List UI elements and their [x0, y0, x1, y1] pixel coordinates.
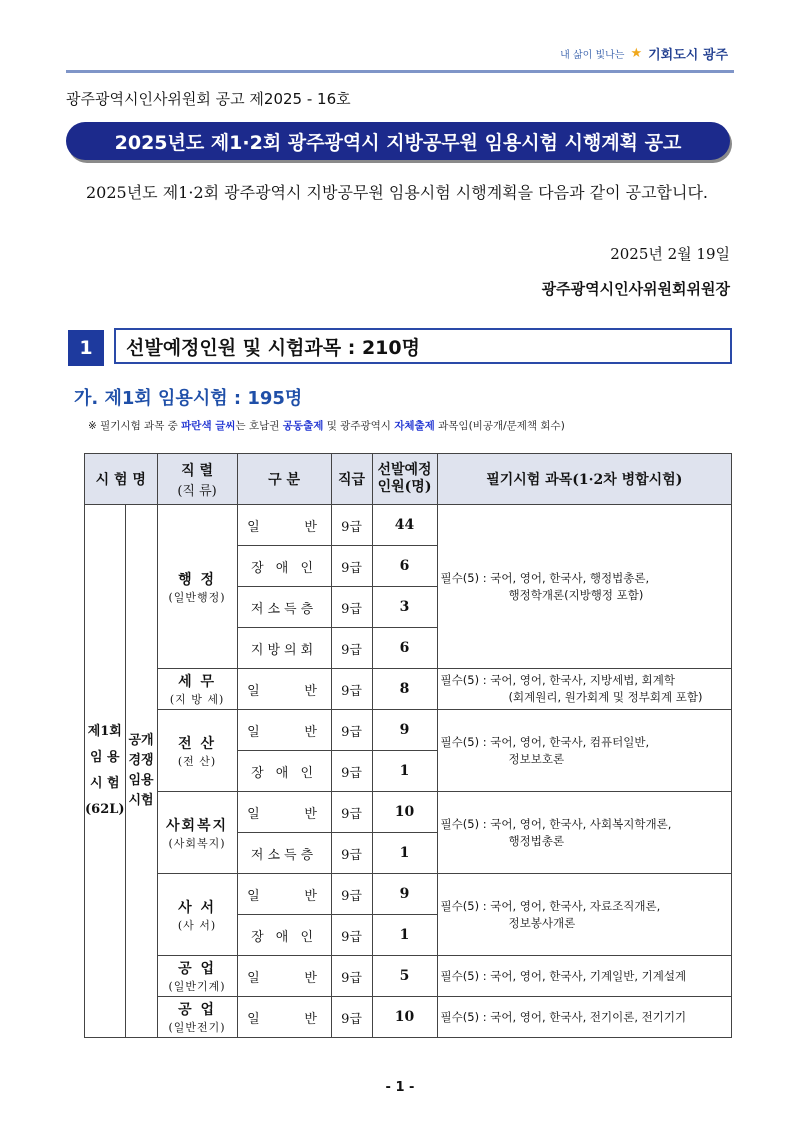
grade-cell: 9급	[331, 710, 372, 751]
count-cell: 10	[372, 792, 437, 833]
category-cell: 일 반	[237, 792, 331, 833]
category-cell: 일 반	[237, 874, 331, 915]
grade-cell: 9급	[331, 833, 372, 874]
subjects-cell	[437, 710, 731, 792]
city-logo	[560, 44, 728, 63]
header-count: 선발예정 인원(명)	[372, 454, 437, 505]
category-cell: 장 애 인	[237, 915, 331, 956]
category-cell: 저소득층	[237, 587, 331, 628]
count-cell: 6	[372, 628, 437, 669]
job-label: 사회복지	[165, 817, 229, 834]
table-row	[85, 874, 732, 915]
subjects-cell	[437, 874, 731, 956]
grade-cell: 9급	[331, 997, 372, 1038]
job-sub-label: (지 방 세)	[169, 693, 225, 706]
job-label: 행 정	[178, 571, 217, 588]
grade-cell: 9급	[331, 874, 372, 915]
section-number: 1	[68, 330, 104, 366]
note-highlight-1: 파란색 글씨	[181, 420, 236, 432]
table-row	[85, 997, 732, 1038]
exam-type-line: 제1회	[87, 724, 122, 739]
subjects-line: 필수(5) : 국어, 영어, 한국사, 전기이론, 전기기기	[440, 1009, 687, 1024]
count-cell: 1	[372, 751, 437, 792]
job-cell	[157, 956, 237, 997]
exam-category-cell	[125, 505, 157, 1038]
job-label: 세 무	[178, 674, 217, 690]
job-cell	[157, 997, 237, 1038]
exam-type-line: 임 용	[89, 750, 120, 765]
count-cell: 6	[372, 546, 437, 587]
header-job-sub: (직 류)	[177, 483, 217, 499]
header-subjects: 필기시험 과목(1·2차 병합시험)	[437, 454, 731, 505]
note-mid-1: 는 호남권	[235, 420, 283, 432]
note-highlight-3: 자체출제	[394, 420, 435, 432]
job-label: 전 산	[178, 735, 217, 752]
job-sub-label: (일반기계)	[168, 980, 226, 993]
note-suffix: 과목임(비공개/문제책 회수)	[434, 420, 565, 432]
notice-number: 광주광역시인사위원회 공고 제2025 - 16호	[66, 90, 351, 108]
note-prefix: ※ 필기시험 과목 중	[88, 420, 182, 432]
category-cell: 장 애 인	[237, 751, 331, 792]
category-cell: 일 반	[237, 956, 331, 997]
job-cell	[157, 669, 237, 710]
grade-cell: 9급	[331, 628, 372, 669]
job-sub-label: (일반전기)	[168, 1021, 226, 1034]
grade-cell: 9급	[331, 669, 372, 710]
subjects-line: 정보봉사개론	[508, 915, 576, 930]
exam-type-line: (62L)	[85, 802, 125, 817]
category-cell: 일 반	[237, 997, 331, 1038]
intro-text: 2025년도 제1·2회 광주광역시 지방공무원 임용시험 시행계획을 다음과 같이 공고합니다.	[86, 183, 708, 202]
job-sub-label: (사회복지)	[168, 836, 226, 850]
subjects-cell	[437, 956, 731, 997]
count-cell: 8	[372, 669, 437, 710]
subject-note	[88, 418, 565, 433]
table-row	[85, 956, 732, 997]
exam-category-line: 공개	[128, 733, 154, 748]
section-title: 선발예정인원 및 시험과목 : 210명	[114, 328, 732, 364]
star-icon: ★	[630, 46, 643, 61]
grade-cell: 9급	[331, 956, 372, 997]
job-cell	[157, 792, 237, 874]
job-label: 공 업	[178, 1002, 217, 1018]
grade-cell: 9급	[331, 587, 372, 628]
job-sub-label: (전 산)	[177, 754, 217, 768]
job-label: 사 서	[178, 899, 217, 916]
category-cell: 지방의회	[237, 628, 331, 669]
subjects-line: 행정법총론	[508, 833, 565, 848]
header-exam-name: 시 험 명	[85, 454, 158, 505]
subjects-line: 필수(5) : 국어, 영어, 한국사, 자료조직개론,	[440, 898, 661, 913]
job-cell	[157, 710, 237, 792]
job-sub-label: (사 서)	[177, 918, 217, 932]
subjects-line: 정보보호론	[508, 751, 565, 766]
count-cell: 1	[372, 833, 437, 874]
document-title: 2025년도 제1·2회 광주광역시 지방공무원 임용시험 시행계획 공고	[66, 122, 730, 160]
exam-category-line: 임용	[128, 773, 154, 788]
subjects-line: (회계원리, 원가회계 및 정부회계 포함)	[508, 690, 703, 704]
header-divider	[66, 70, 734, 73]
category-cell: 장 애 인	[237, 546, 331, 587]
header-job-label: 직 렬	[181, 462, 214, 479]
header-grade: 직급	[331, 454, 372, 505]
subjects-line: 필수(5) : 국어, 영어, 한국사, 사회복지학개론,	[440, 816, 672, 831]
subjects-line: 필수(5) : 국어, 영어, 한국사, 행정법총론,	[440, 570, 650, 585]
page-number: - 1 -	[385, 1080, 415, 1095]
count-cell: 9	[372, 874, 437, 915]
logo-name: 기회도시 광주	[648, 48, 728, 63]
grade-cell: 9급	[331, 546, 372, 587]
exam-type-cell	[85, 505, 126, 1038]
header-job	[157, 454, 237, 505]
subjects-cell	[437, 669, 731, 710]
count-cell: 1	[372, 915, 437, 956]
header-category: 구 분	[237, 454, 331, 505]
category-cell: 일 반	[237, 710, 331, 751]
exam-type-line: 시 험	[89, 776, 120, 791]
notice-date: 2025년 2월 19일	[610, 245, 730, 263]
subjects-line: 필수(5) : 국어, 영어, 한국사, 기계일반, 기계설계	[440, 968, 687, 983]
note-mid-2: 및 광주광역시	[323, 420, 395, 432]
table-header-row	[85, 454, 732, 505]
signer: 광주광역시인사위원회위원장	[541, 280, 730, 298]
table-row	[85, 669, 732, 710]
category-cell: 저소득층	[237, 833, 331, 874]
grade-cell: 9급	[331, 792, 372, 833]
exam-category-line: 시험	[128, 793, 154, 808]
table-row	[85, 792, 732, 833]
table-body	[85, 505, 732, 1038]
grade-cell: 9급	[331, 915, 372, 956]
logo-slogan: 내 삶이 빛나는	[560, 50, 625, 61]
grade-cell: 9급	[331, 751, 372, 792]
job-label: 공 업	[178, 961, 217, 977]
job-cell	[157, 505, 237, 669]
subjects-line: 필수(5) : 국어, 영어, 한국사, 지방세법, 회계학	[440, 673, 676, 687]
count-cell: 10	[372, 997, 437, 1038]
job-cell	[157, 874, 237, 956]
category-cell: 일 반	[237, 505, 331, 546]
table-row	[85, 505, 732, 546]
table-row	[85, 710, 732, 751]
count-cell: 3	[372, 587, 437, 628]
subjects-line: 필수(5) : 국어, 영어, 한국사, 컴퓨터일반,	[440, 734, 650, 749]
grade-cell: 9급	[331, 505, 372, 546]
category-cell: 일 반	[237, 669, 331, 710]
exam-category-line: 경쟁	[128, 753, 154, 768]
job-sub-label: (일반행정)	[168, 590, 226, 604]
subjects-cell	[437, 792, 731, 874]
count-cell: 9	[372, 710, 437, 751]
subjects-cell	[437, 997, 731, 1038]
subjects-cell	[437, 505, 731, 669]
subjects-line: 행정학개론(지방행정 포함)	[508, 587, 644, 602]
exam-table	[84, 453, 732, 1038]
count-cell: 44	[372, 505, 437, 546]
note-highlight-2: 공동출제	[282, 420, 324, 432]
subsection-title: 가. 제1회 임용시험 : 195명	[74, 388, 303, 409]
count-cell: 5	[372, 956, 437, 997]
